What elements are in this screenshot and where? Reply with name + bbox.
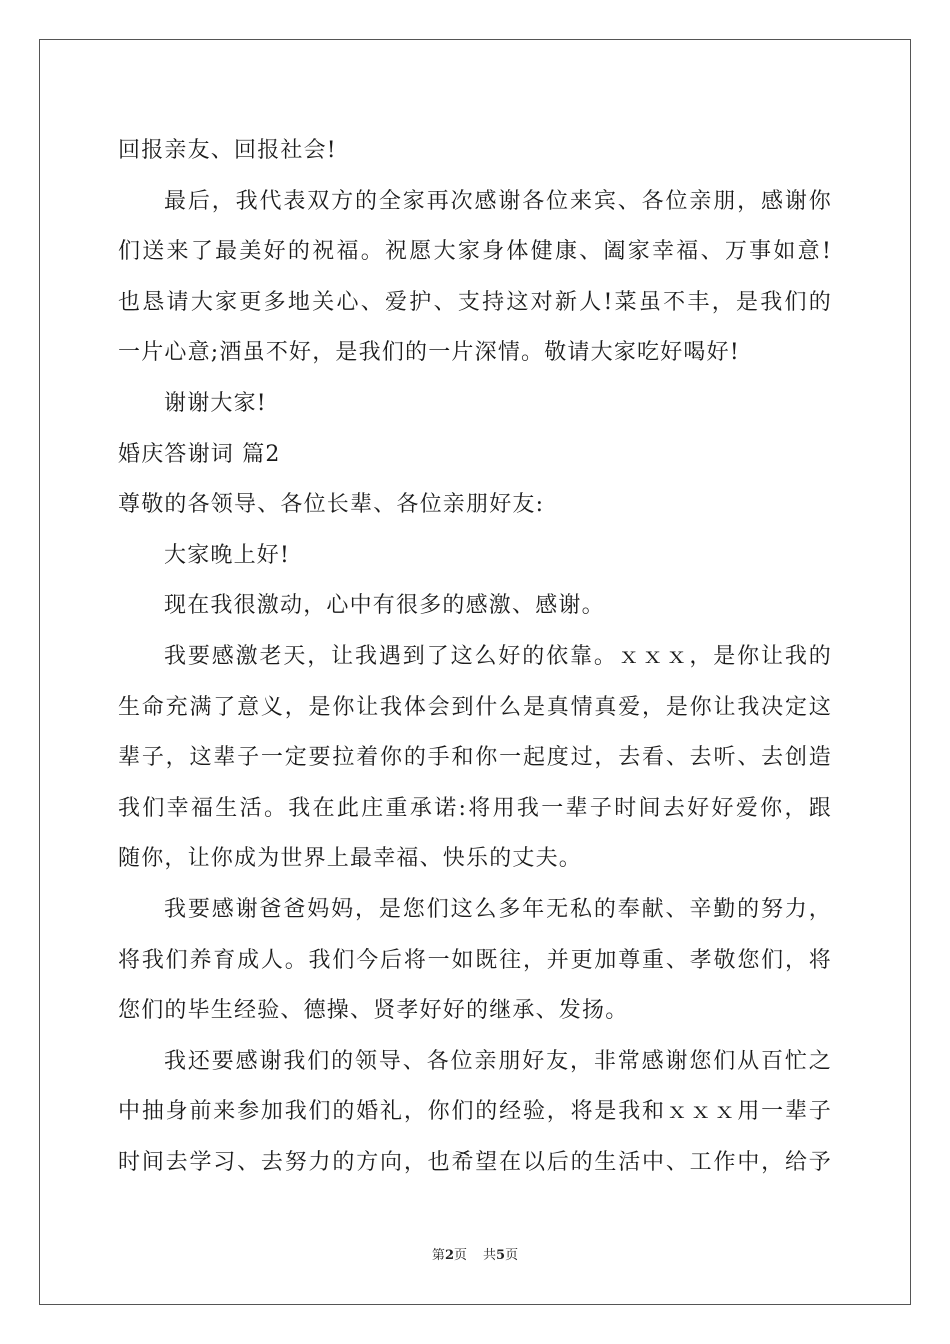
- text-line: 生命充满了意义，是你让我体会到什么是真情真爱，是你让我决定这: [118, 694, 832, 720]
- text-line: 尊敬的各领导、各位长辈、各位亲朋好友:: [118, 492, 545, 518]
- page-suffix: 页: [453, 1248, 467, 1263]
- text-line: 大家晚上好!: [164, 542, 291, 568]
- text-line: 我要感激老天，让我遇到了这么好的依靠。ｘｘｘ，是你让我的: [164, 643, 832, 669]
- total-suffix: 页: [505, 1248, 519, 1263]
- text-line: 们送来了最美好的祝福。祝愿大家身体健康、阖家幸福、万事如意!: [118, 239, 832, 265]
- text-line: 我要感谢爸爸妈妈，是您们这么多年无私的奉献、辛勤的努力，: [164, 896, 832, 922]
- text-line: 辈子，这辈子一定要拉着你的手和你一起度过，去看、去听、去创造: [118, 745, 832, 771]
- document-body: [118, 126, 832, 1188]
- text-line: 我们幸福生活。我在此庄重承诺:将用我一辈子时间去好好爱你，跟: [118, 795, 832, 821]
- text-line: 也恳请大家更多地关心、爱护、支持这对新人!菜虽不丰，是我们的: [118, 289, 832, 315]
- text-line: 随你，让你成为世界上最幸福、快乐的丈夫。: [118, 846, 583, 872]
- text-line: 中抽身前来参加我们的婚礼，你们的经验，将是我和ｘｘｘ用一辈子: [118, 1099, 832, 1125]
- page-prefix: 第: [431, 1248, 445, 1263]
- text-line: 婚庆答谢词 篇2: [118, 441, 281, 467]
- total-prefix: 共: [483, 1248, 497, 1263]
- page-total: 5: [496, 1248, 506, 1263]
- text-line: 一片心意;酒虽不好，是我们的一片深情。敬请大家吃好喝好!: [118, 340, 740, 366]
- text-line: 谢谢大家!: [164, 390, 267, 416]
- text-line: 时间去学习、去努力的方向，也希望在以后的生活中、工作中，给予: [118, 1149, 832, 1175]
- text-line: 您们的毕生经验、德操、贤孝好好的继承、发扬。: [118, 998, 629, 1024]
- text-line: 回报亲友、回报社会!: [118, 138, 337, 163]
- text-line: 最后，我代表双方的全家再次感谢各位来宾、各位亲朋，感谢你: [164, 188, 832, 214]
- page-footer: [0, 1244, 950, 1263]
- text-line: 将我们养育成人。我们今后将一如既往，并更加尊重、孝敬您们，将: [118, 947, 832, 973]
- page-current: 2: [444, 1248, 454, 1263]
- text-line: 我还要感谢我们的领导、各位亲朋好友，非常感谢您们从百忙之: [164, 1048, 832, 1074]
- text-line: 现在我很激动，心中有很多的感激、感谢。: [164, 593, 605, 619]
